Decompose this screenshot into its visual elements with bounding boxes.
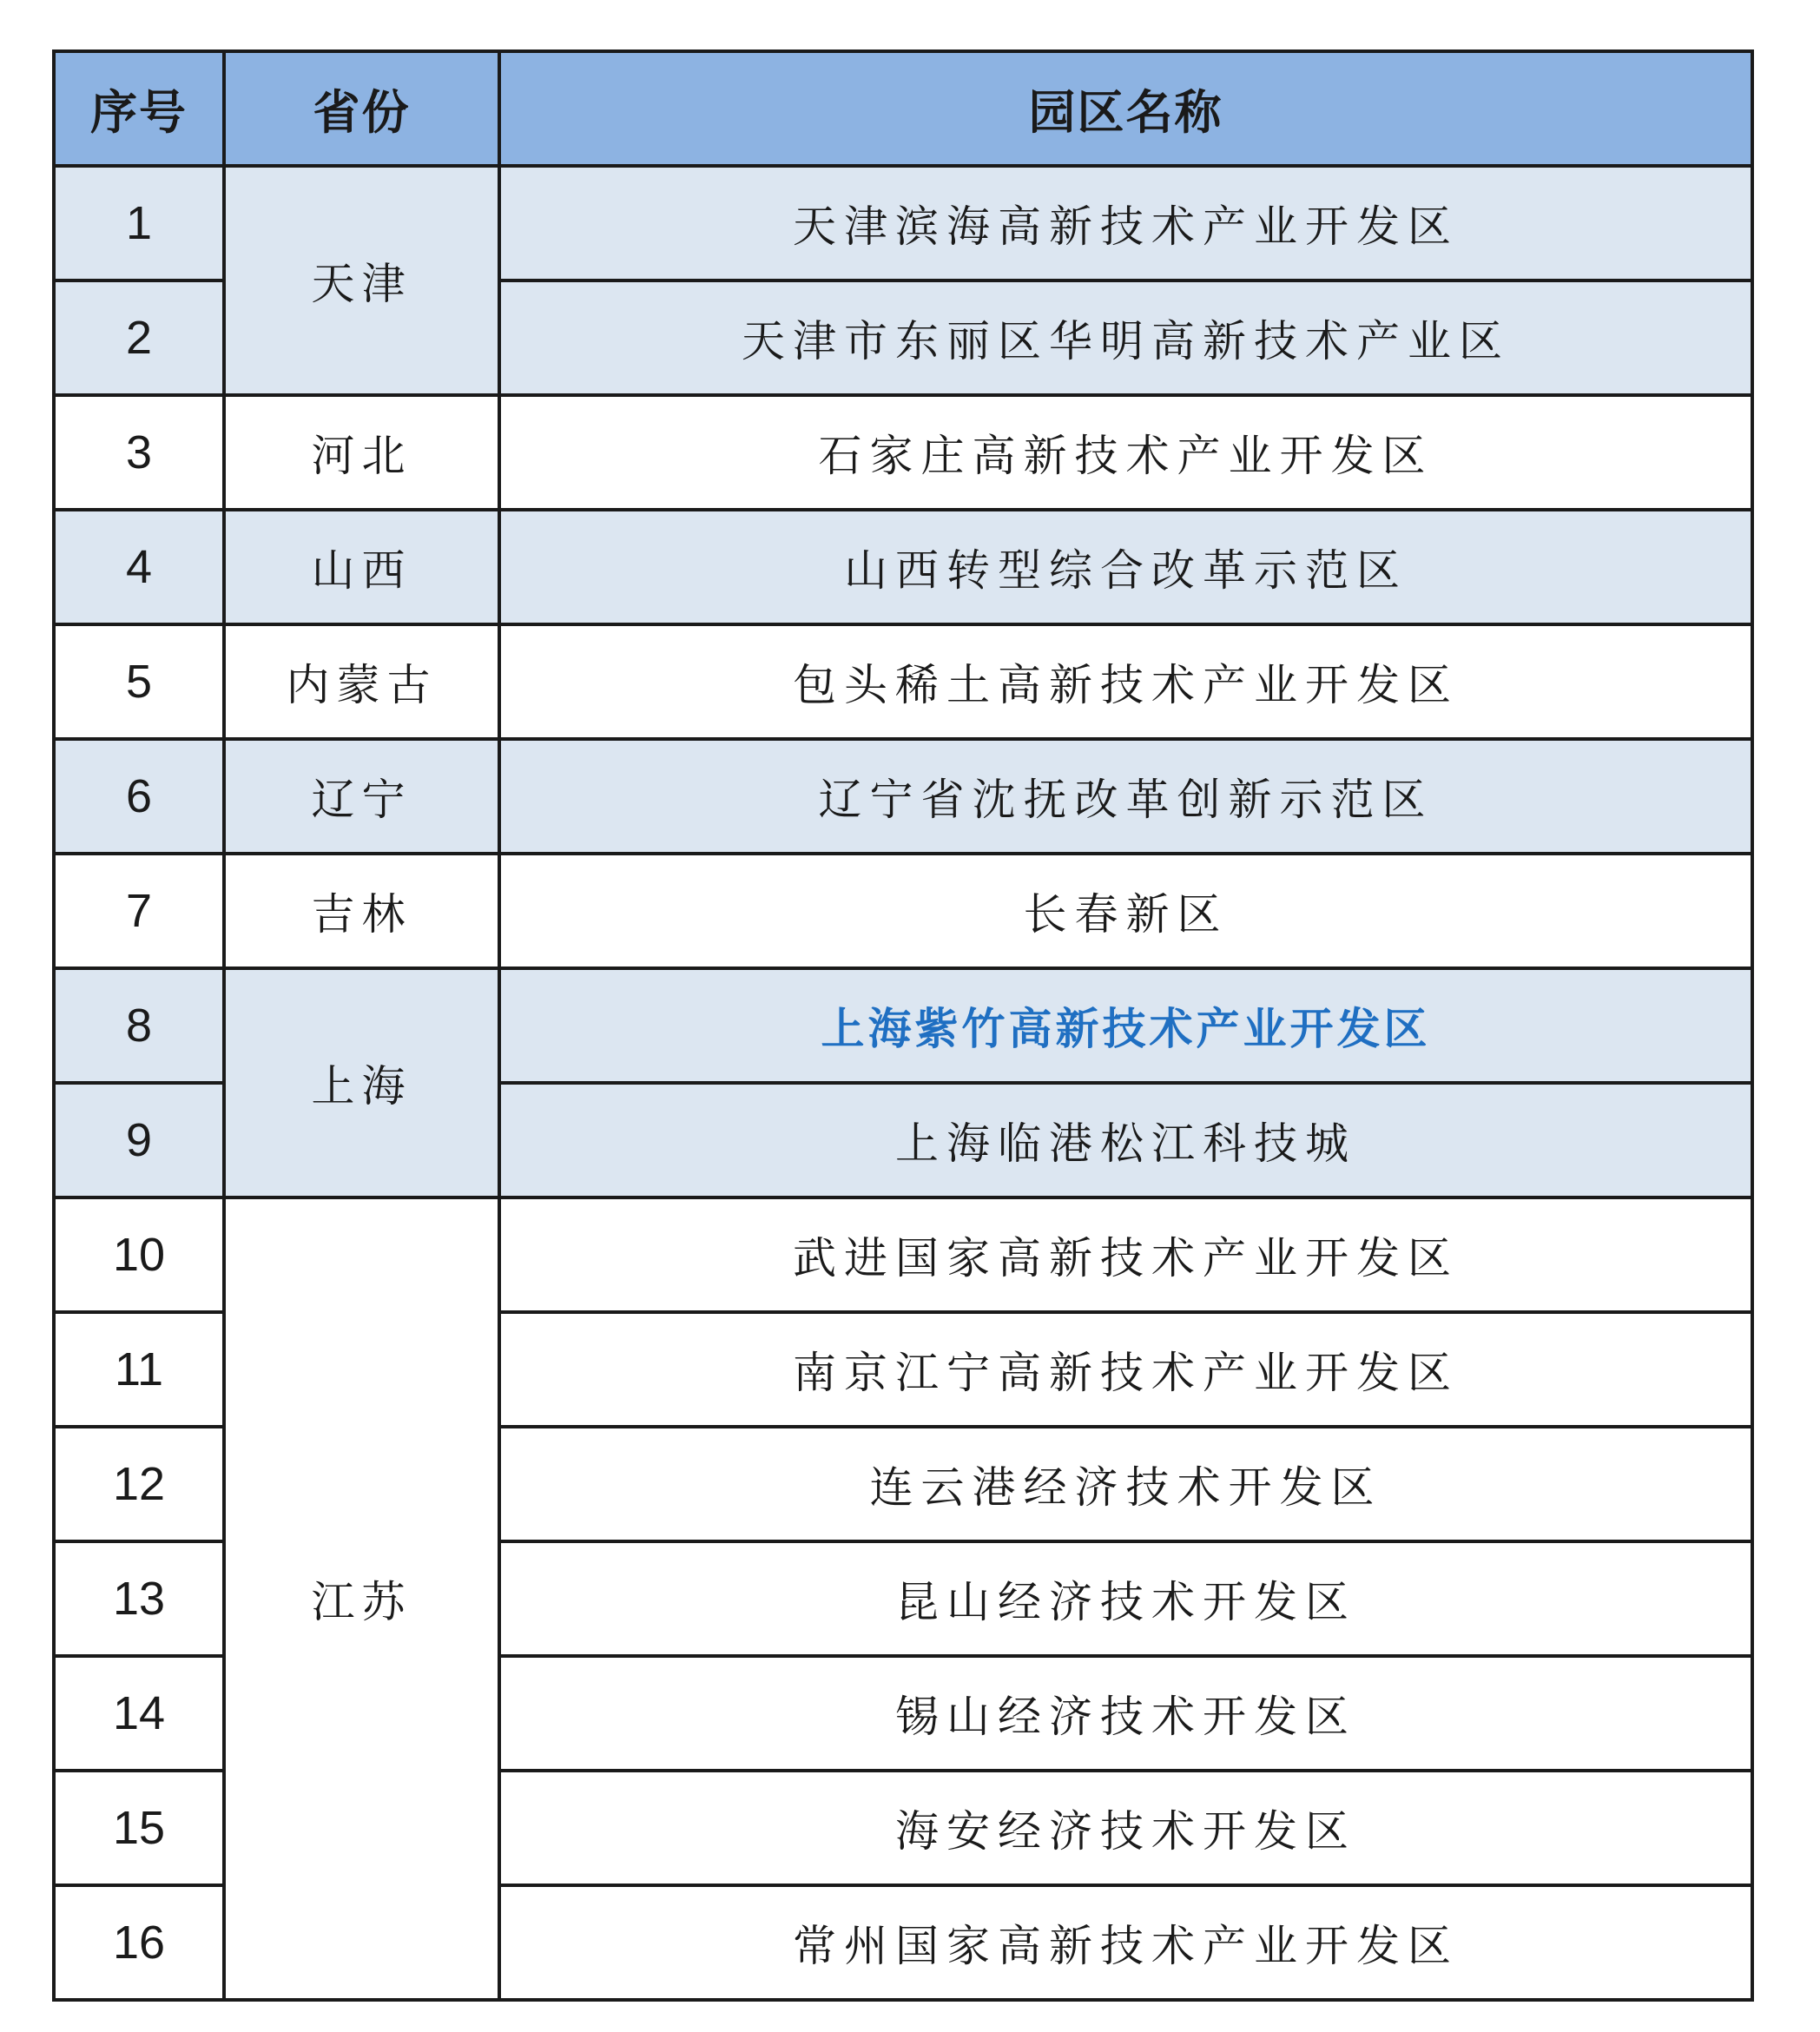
park-name: 石家庄高新技术产业开发区: [499, 395, 1752, 510]
header-park-name: 园区名称: [499, 51, 1752, 166]
table-row: [54, 739, 1752, 854]
row-no: 13: [54, 1541, 224, 1656]
row-no: 6: [54, 739, 224, 854]
province-cell: 吉林: [224, 854, 499, 968]
table-row: [54, 854, 1752, 968]
park-name: 辽宁省沈抚改革创新示范区: [499, 739, 1752, 854]
table-row: [54, 395, 1752, 510]
table-row: [54, 1197, 1752, 1312]
park-name: 包头稀土高新技术产业开发区: [499, 624, 1752, 739]
row-no: 9: [54, 1083, 224, 1197]
park-name: 南京江宁高新技术产业开发区: [499, 1312, 1752, 1427]
park-name: 昆山经济技术开发区: [499, 1541, 1752, 1656]
row-no: 10: [54, 1197, 224, 1312]
row-no: 3: [54, 395, 224, 510]
table-row: [54, 968, 1752, 1083]
row-no: 1: [54, 166, 224, 280]
table-row: [54, 510, 1752, 624]
park-name: 长春新区: [499, 854, 1752, 968]
park-name: 连云港经济技术开发区: [499, 1427, 1752, 1541]
row-no: 11: [54, 1312, 224, 1427]
table-row: [54, 166, 1752, 280]
province-cell: 内蒙古: [224, 624, 499, 739]
park-name: 上海临港松江科技城: [499, 1083, 1752, 1197]
province-cell: 河北: [224, 395, 499, 510]
row-no: 16: [54, 1885, 224, 2000]
table-header-row: [54, 51, 1752, 166]
park-name: 天津市东丽区华明高新技术产业区: [499, 280, 1752, 395]
province-cell: 江苏: [224, 1197, 499, 2000]
park-name: 海安经济技术开发区: [499, 1771, 1752, 1885]
row-no: 4: [54, 510, 224, 624]
table-row: [54, 624, 1752, 739]
row-no: 15: [54, 1771, 224, 1885]
header-no: 序号: [54, 51, 224, 166]
park-name: 山西转型综合改革示范区: [499, 510, 1752, 624]
row-no: 14: [54, 1656, 224, 1771]
row-no: 2: [54, 280, 224, 395]
park-name: 锡山经济技术开发区: [499, 1656, 1752, 1771]
park-name: 天津滨海高新技术产业开发区: [499, 166, 1752, 280]
row-no: 8: [54, 968, 224, 1083]
province-cell: 山西: [224, 510, 499, 624]
header-province: 省份: [224, 51, 499, 166]
row-no: 7: [54, 854, 224, 968]
park-name: 武进国家高新技术产业开发区: [499, 1197, 1752, 1312]
park-name-highlighted: 上海紫竹高新技术产业开发区: [499, 968, 1752, 1083]
row-no: 5: [54, 624, 224, 739]
row-no: 12: [54, 1427, 224, 1541]
park-name: 常州国家高新技术产业开发区: [499, 1885, 1752, 2000]
province-cell: 上海: [224, 968, 499, 1197]
park-table: [52, 49, 1754, 2002]
province-cell: 辽宁: [224, 739, 499, 854]
province-cell: 天津: [224, 166, 499, 395]
